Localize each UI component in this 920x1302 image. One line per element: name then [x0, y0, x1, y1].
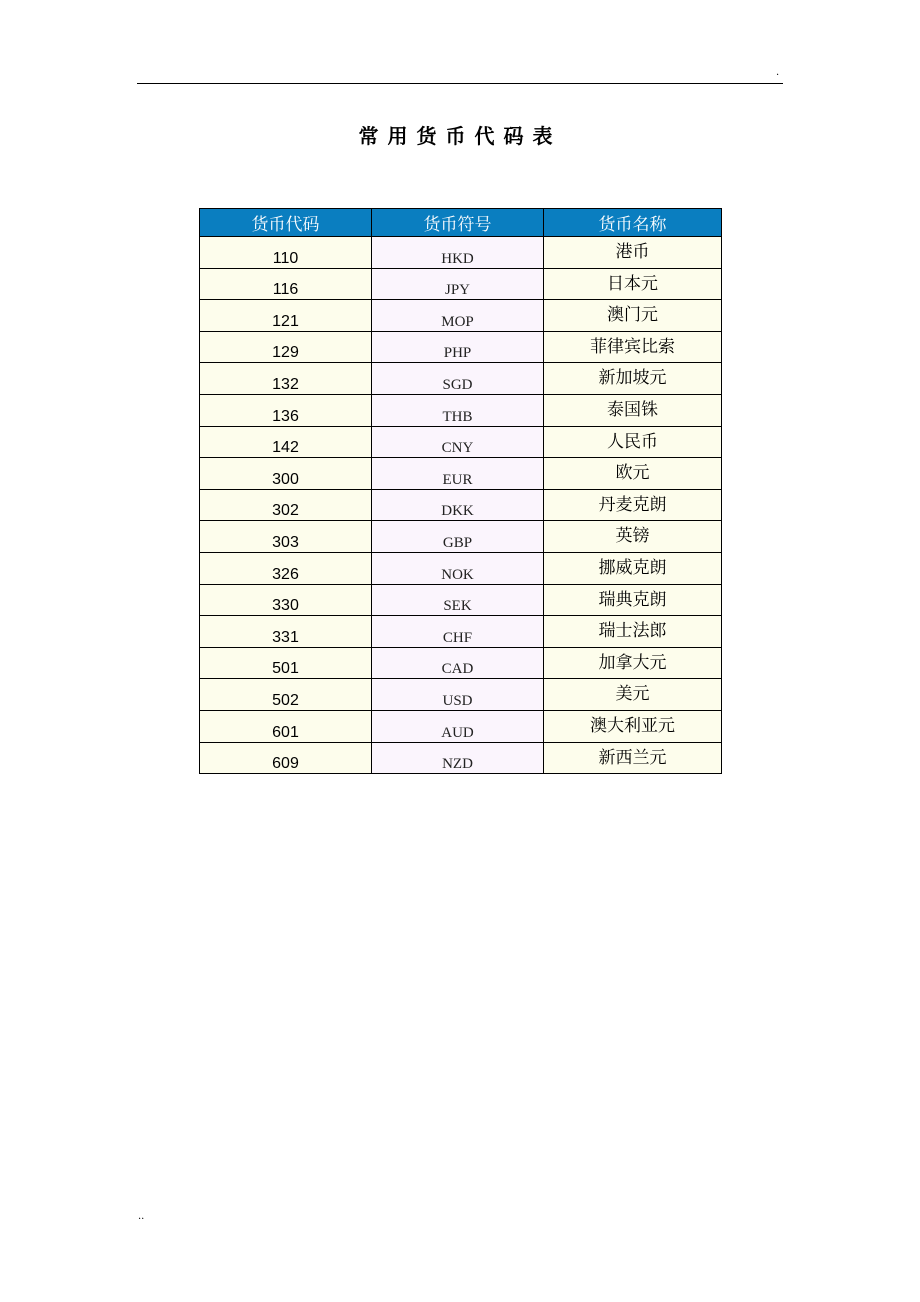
- currency-name-cell: 欧元: [544, 458, 722, 490]
- column-header-symbol: 货币符号: [372, 209, 544, 237]
- header-rule: [137, 83, 783, 84]
- currency-symbol-cell: NZD: [372, 742, 544, 774]
- currency-code-cell: 502: [200, 679, 372, 711]
- currency-symbol-cell: THB: [372, 394, 544, 426]
- currency-name-cell: 加拿大元: [544, 647, 722, 679]
- currency-code-cell: 331: [200, 616, 372, 648]
- currency-name-cell: 挪威克朗: [544, 552, 722, 584]
- currency-name-cell: 瑞士法郎: [544, 616, 722, 648]
- currency-symbol-cell: JPY: [372, 268, 544, 300]
- currency-symbol-cell: GBP: [372, 521, 544, 553]
- footer-mark: ..: [138, 1211, 145, 1222]
- currency-name-cell: 日本元: [544, 268, 722, 300]
- table-row: [200, 237, 722, 269]
- table-row: [200, 331, 722, 363]
- currency-name-cell: 英镑: [544, 521, 722, 553]
- currency-symbol-cell: PHP: [372, 331, 544, 363]
- currency-code-cell: 121: [200, 300, 372, 332]
- table-row: [200, 458, 722, 490]
- table-row: [200, 552, 722, 584]
- table-header-row: [200, 209, 722, 237]
- table-row: [200, 679, 722, 711]
- currency-code-cell: 302: [200, 489, 372, 521]
- currency-code-cell: 303: [200, 521, 372, 553]
- currency-name-cell: 新西兰元: [544, 742, 722, 774]
- currency-code-cell: 330: [200, 584, 372, 616]
- table-row: [200, 268, 722, 300]
- table-row: [200, 394, 722, 426]
- currency-symbol-cell: CAD: [372, 647, 544, 679]
- currency-name-cell: 菲律宾比索: [544, 331, 722, 363]
- table-row: [200, 300, 722, 332]
- currency-name-cell: 人民币: [544, 426, 722, 458]
- table-row: [200, 489, 722, 521]
- table-row: [200, 647, 722, 679]
- currency-code-cell: 136: [200, 394, 372, 426]
- page-title: 常用货币代码表: [358, 124, 562, 148]
- currency-symbol-cell: DKK: [372, 489, 544, 521]
- currency-code-cell: 110: [200, 237, 372, 269]
- currency-name-cell: 美元: [544, 679, 722, 711]
- currency-symbol-cell: SGD: [372, 363, 544, 395]
- currency-code-table: [199, 208, 722, 774]
- currency-symbol-cell: CHF: [372, 616, 544, 648]
- table-row: [200, 584, 722, 616]
- currency-code-cell: 501: [200, 647, 372, 679]
- column-header-name: 货币名称: [544, 209, 722, 237]
- currency-symbol-cell: NOK: [372, 552, 544, 584]
- currency-code-cell: 609: [200, 742, 372, 774]
- currency-code-cell: 132: [200, 363, 372, 395]
- currency-name-cell: 泰国铢: [544, 394, 722, 426]
- table-row: [200, 363, 722, 395]
- currency-code-cell: 300: [200, 458, 372, 490]
- currency-symbol-cell: CNY: [372, 426, 544, 458]
- currency-code-cell: 116: [200, 268, 372, 300]
- currency-symbol-cell: EUR: [372, 458, 544, 490]
- table-body: [200, 237, 722, 774]
- header-mark: .: [776, 67, 780, 78]
- table-row: [200, 742, 722, 774]
- currency-name-cell: 澳门元: [544, 300, 722, 332]
- currency-code-cell: 142: [200, 426, 372, 458]
- currency-symbol-cell: MOP: [372, 300, 544, 332]
- table-row: [200, 710, 722, 742]
- currency-symbol-cell: HKD: [372, 237, 544, 269]
- currency-symbol-cell: AUD: [372, 710, 544, 742]
- currency-code-cell: 129: [200, 331, 372, 363]
- currency-name-cell: 丹麦克朗: [544, 489, 722, 521]
- currency-name-cell: 新加坡元: [544, 363, 722, 395]
- table-row: [200, 616, 722, 648]
- currency-code-cell: 601: [200, 710, 372, 742]
- column-header-code: 货币代码: [200, 209, 372, 237]
- currency-name-cell: 澳大利亚元: [544, 710, 722, 742]
- currency-code-cell: 326: [200, 552, 372, 584]
- table-row: [200, 521, 722, 553]
- currency-name-cell: 港币: [544, 237, 722, 269]
- table-row: [200, 426, 722, 458]
- currency-symbol-cell: USD: [372, 679, 544, 711]
- currency-name-cell: 瑞典克朗: [544, 584, 722, 616]
- currency-symbol-cell: SEK: [372, 584, 544, 616]
